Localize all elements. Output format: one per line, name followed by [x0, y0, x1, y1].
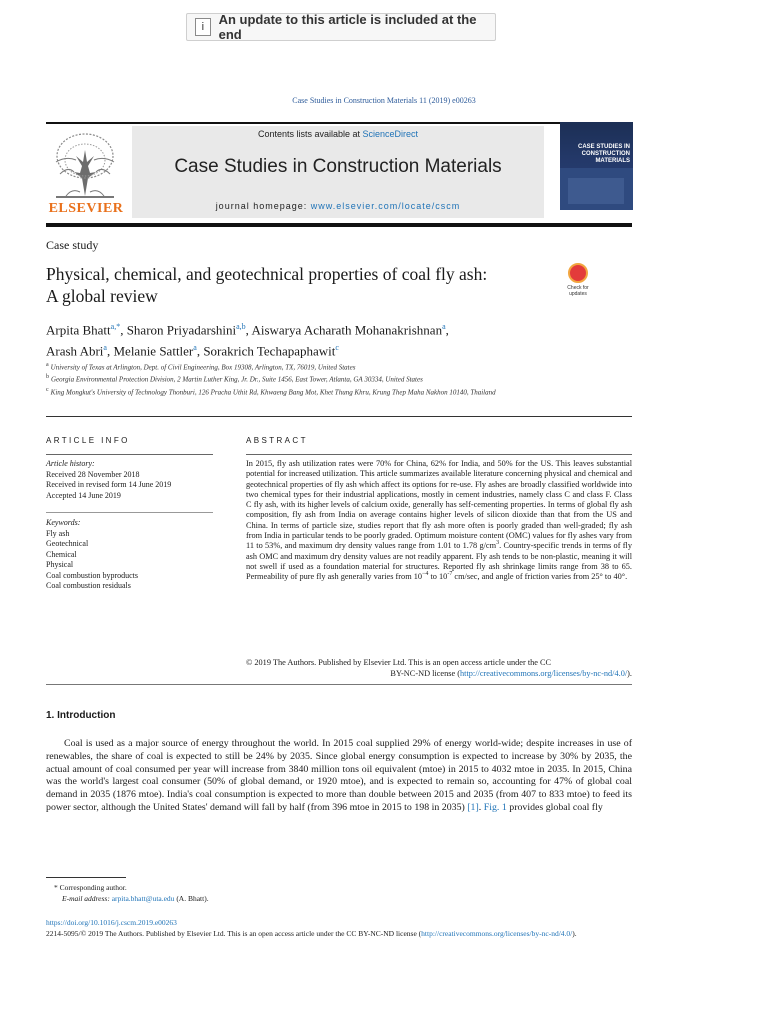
author-separator: ,	[196, 343, 204, 359]
keyword: Physical	[46, 560, 74, 569]
issn-text: 2214-5095/© 2019 The Authors. Published by Elsevier Ltd. This is an open access article under the CC BY-NC-ND license (	[46, 929, 422, 938]
figure-link[interactable]: Fig. 1	[483, 801, 507, 813]
affiliation-mark: c	[46, 386, 49, 393]
keywords-title: Keywords:	[46, 518, 81, 527]
author-affiliation-mark[interactable]: a,*	[110, 322, 121, 331]
cover-band-inner	[568, 178, 624, 204]
contents-prefix: Contents lists available at	[257, 129, 363, 139]
author-affiliation-mark[interactable]: c	[335, 343, 339, 353]
contents-line	[132, 129, 544, 139]
abstract-license	[246, 668, 632, 679]
introduction-heading: 1. Introduction	[46, 710, 116, 721]
reference-link[interactable]: [1]	[467, 801, 479, 813]
intro-text: provides global coal fly	[506, 801, 603, 813]
intro-text: .	[478, 801, 484, 813]
abstract-text	[246, 459, 632, 583]
affiliation	[46, 360, 546, 372]
article-title-line1: Physical, chemical, and geotechnical properties of coal fly ash:	[46, 264, 488, 284]
abstract-part: In 2015, fly ash utilization rates were 70% for China, 62% for India, and 50% for the US. This leaves substantial potential for increased utilization. This article summarizes available literature concerning physical and chemical and geotechnical properties of fly ash which affect its options for re-use. Fly ashes are broadly classified worldwide into two chemical types for their industrial applications, mostly in cement industries, namely class C and class F. Class C fly ash, with its higher levels of calcium oxide, generally has self-cementing properties. In terms of global fly ash composition, fly ash from India on average contains higher levels of silicon dioxide than that from the US and China. In terms of particle size, studies report that fly ash more often is poorly graded than well-graded; fly ash from India in particular tends to be poorly graded. Optimum moisture content (OMC) values for fly ashes vary from 11 to 53%, and maximum dry density values range from 1.01 to 1.78 g/cm	[246, 459, 632, 551]
email-note	[62, 893, 209, 904]
update-banner-text[interactable]: An update to this article is included at the end	[218, 12, 477, 42]
abstract-heading: ABSTRACT	[246, 436, 308, 445]
history-title: Article history:	[46, 459, 95, 468]
abstract-copyright: © 2019 The Authors. Published by Elsevier Ltd. This is an open access article under the CC	[246, 658, 552, 667]
keyword: Geotechnical	[46, 539, 89, 548]
abstract-part: . Country-specific trends in terms of fly ash OMC and maximum dry density values are not readily apparent. Fly ash tends to be non-plastic, meaning it will not swell if used as a foundation material for structures. Reported fly ash shrinkage limits range from 38 to 65. Permeability of pure fly ash generally varies from 10	[246, 541, 632, 582]
author[interactable]: Sorakrich Techapaphawit	[203, 343, 336, 359]
email-label: E-mail address:	[62, 894, 110, 903]
affiliation-text: University of Texas at Arlington, Dept. of Civil Engineering, Box 19308, Arlington, TX, 76019, United States	[50, 363, 356, 372]
issn-suffix: ).	[572, 929, 577, 938]
introduction-body	[46, 738, 632, 815]
section-divider	[46, 416, 632, 417]
affiliation-text: Georgia Environmental Protection Division, 2 Martin Luther King, Jr. Dr., Suite 1456, East Tower, Atlanta, GA 30334, United States	[51, 375, 423, 384]
keyword: Coal combustion byproducts	[46, 570, 138, 580]
crossmark-caption: Check for updates	[567, 285, 589, 297]
keyword: Coal combustion residuals	[46, 581, 131, 590]
crossmark-icon	[568, 263, 588, 283]
author[interactable]: Arpita Bhatt	[46, 322, 111, 338]
abstract-superscript: 3	[496, 540, 500, 547]
corresponding-author-note	[54, 882, 127, 893]
check-for-updates-badge[interactable]	[561, 263, 595, 299]
history-item: Received in revised form 14 June 2019	[46, 480, 172, 489]
author[interactable]: Melanie Sattler	[113, 343, 194, 359]
info-icon: i	[195, 18, 211, 36]
footnote-rule	[46, 877, 126, 878]
author[interactable]: Sharon Priyadarshini	[126, 322, 237, 338]
keywords	[46, 518, 138, 592]
author-affiliation-mark[interactable]: a,b	[236, 322, 246, 331]
homepage-line	[132, 201, 544, 211]
author-separator: ,	[245, 322, 252, 338]
cover-title: CASE STUDIES IN CONSTRUCTION MATERIALS	[577, 144, 630, 164]
header-rule-top	[46, 122, 632, 124]
keyword: Chemical	[46, 549, 77, 559]
email-link[interactable]: arpita.bhatt@uta.edu	[111, 894, 175, 903]
author-separator: ,	[120, 322, 127, 338]
article-type: Case study	[46, 238, 99, 252]
homepage-prefix: journal homepage:	[215, 201, 311, 211]
affiliation-mark: a	[46, 362, 49, 368]
journal-citation[interactable]: Case Studies in Construction Materials 11 (2019) e00263	[292, 96, 476, 105]
license-link[interactable]: http://creativecommons.org/licenses/by-nc-nd/4.0/	[460, 669, 628, 678]
issn-license-link[interactable]: http://creativecommons.org/licenses/by-nc-nd/4.0/	[421, 929, 573, 938]
article-history	[46, 459, 171, 501]
history-item: Accepted 14 June 2019	[46, 490, 121, 500]
keyword: Fly ash	[46, 528, 70, 538]
author-separator: ,	[445, 322, 449, 338]
author[interactable]: Aiswarya Acharath Mohanakrishnan	[251, 322, 443, 338]
footnote-text: Corresponding author.	[59, 883, 127, 892]
intro-text: Coal is used as a major source of energy throughout the world. In 2015 coal supplied 29% of energy world-wide; despite increases in use of renewables, the share of coal is expected to still be 24% by 2035. Since global energy consumption is expected to increase by 30% by 2035, the actual amount of coal consumed per year will increase from 3840 million tons oil equivalent (mtoe) in 2015 to 4032 mtoe in 2035. In 2015, China was the world's largest coal consumer (50% of global demand, or 1920 mtoe), and is expected to remain so, accounting for 47% of global coal demand in 2035 (1876 mtoe). India's coal consumption is expected to more than double between 2015 and 2035 (from 407 to 833 mtoe) to feed its power sector, although the United States' demand will fall by half (from 396 mtoe in 2015 to 198 in 2035)	[46, 738, 632, 813]
issn-license-line	[46, 928, 636, 939]
publisher-wordmark[interactable]: ELSEVIER	[48, 201, 124, 216]
author[interactable]: Arash Abri	[46, 343, 104, 359]
author-separator: ,	[106, 343, 114, 359]
article-title	[46, 263, 556, 307]
author-list	[46, 318, 606, 361]
article-info-heading: ARTICLE INFO	[46, 436, 130, 445]
abstract-superscript: -7	[447, 571, 453, 578]
journal-homepage-link[interactable]: www.elsevier.com/locate/cscm	[310, 201, 461, 211]
history-item: Received 28 November 2018	[46, 469, 140, 479]
journal-cover-image[interactable]	[560, 122, 633, 210]
header-rule-bottom	[46, 223, 632, 227]
author-affiliation-mark[interactable]: a	[442, 322, 446, 331]
affiliation-text: King Mongkut's University of Technology Thonburi, 126 Pracha Uthit Rd, Khwaeng Bang Mot, Khet Thung Khru, Krung Thep Maha Nakhon 10140, Thailand	[50, 387, 496, 396]
affiliations	[46, 360, 546, 397]
article-title-line2: A global review	[46, 286, 158, 306]
sciencedirect-link[interactable]: ScienceDirect	[362, 129, 419, 139]
abstract-superscript: −4	[422, 571, 429, 578]
email-suffix: (A. Bhatt).	[176, 894, 209, 903]
footnote-mark: *	[54, 883, 58, 892]
doi-link[interactable]: https://doi.org/10.1016/j.cscm.2019.e00263	[46, 918, 177, 927]
section-divider-lower	[46, 684, 632, 685]
author-affiliation-mark[interactable]: a	[103, 343, 107, 353]
abstract-part: cm/sec, and angle of friction varies from 25° to 40°.	[452, 572, 628, 582]
update-banner[interactable]	[186, 13, 496, 41]
abstract-rule	[246, 454, 632, 455]
journal-title: Case Studies in Construction Materials	[174, 156, 502, 177]
affiliation-mark: b	[46, 374, 49, 381]
author-affiliation-mark[interactable]: a	[193, 343, 197, 353]
keywords-rule	[46, 512, 213, 513]
license-prefix: BY-NC-ND license (	[390, 669, 461, 678]
abstract-part: to 10	[428, 572, 448, 582]
affiliation	[46, 385, 546, 397]
license-suffix: ).	[627, 669, 632, 678]
article-info-rule	[46, 454, 213, 455]
affiliation	[46, 372, 546, 384]
